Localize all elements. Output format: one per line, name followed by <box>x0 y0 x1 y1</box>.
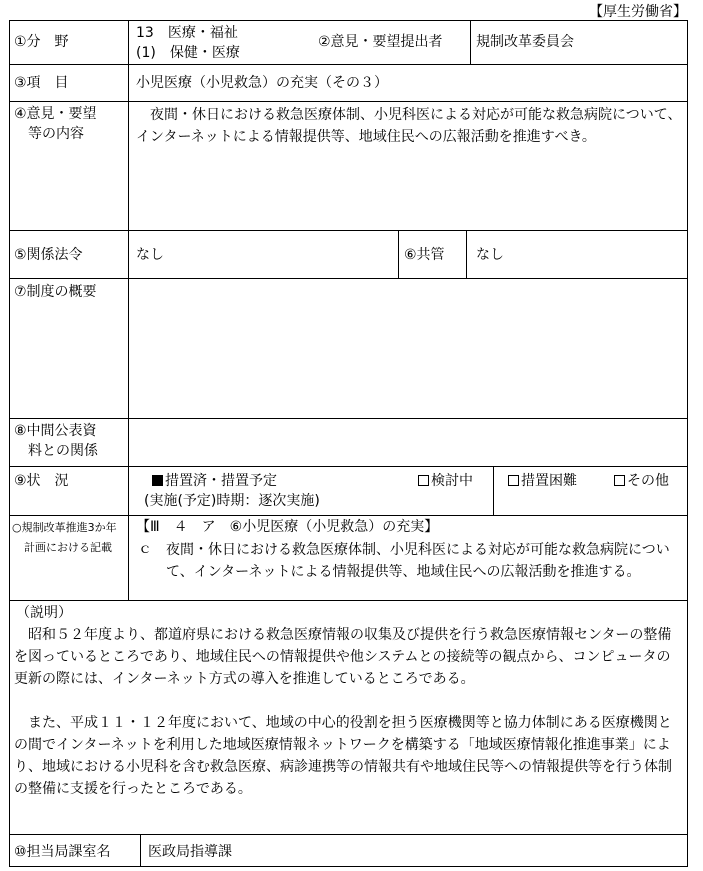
ministry-tag: 【厚生労働省】 <box>589 4 687 20</box>
interim-relation-label-line1: ⑧中間公表資 <box>14 423 97 439</box>
item-value: 小児医療（小児救急）の充実（その３） <box>136 75 388 91</box>
system-overview-label: ⑦制度の概要 <box>14 284 97 300</box>
explanation-paragraph-2: また、平成１１・１２年度において、地域の中心的役割を担う医療機関等と協力体制にある医療機関との間でインターネットを利用した地域医療情報ネットワークを構築する「地域医療情報化推進事業」により、地域における小児科を含む救急医療、病診連携等の情報共有や地域住民等への情報提供等を行う体制の整備に支援を行ったところである。 <box>14 715 672 797</box>
status-option-review: 検討中 <box>418 471 473 491</box>
department-label: ⑩担当局課室名 <box>14 844 111 860</box>
checkbox-empty-icon <box>614 475 625 486</box>
joint-jurisdiction-value: なし <box>476 247 504 263</box>
related-law-value: なし <box>136 247 164 263</box>
opinion-label-line1: ④意見・要望 <box>14 106 97 122</box>
opinion-text: 夜間・休日における救急医療体制、小児科医による対応が可能な救急病院について、インターネットによる情報提供等、地域住民への広報活動を推進すべき。 <box>136 107 682 145</box>
status-option-done: 措置済・措置予定 <box>152 471 277 491</box>
field-value-subcategory: (1) 保健・医療 <box>136 45 240 61</box>
status-label: ⑨状 況 <box>14 473 69 489</box>
field-label: ①分 野 <box>14 34 69 50</box>
department-value: 医政局指導課 <box>148 844 232 860</box>
checkbox-empty-icon <box>418 475 429 486</box>
field-value-category: 13 医療・福祉 <box>136 25 238 41</box>
status-option-other: その他 <box>614 471 669 491</box>
plan-heading: 【Ⅲ ４ ア ⑥小児医療（小児救急）の充実】 <box>136 519 439 535</box>
status-schedule: (実施(予定)時期：逐次実施) <box>144 493 320 509</box>
status-option-difficult: 措置困難 <box>508 471 577 491</box>
opinion-label-line2: 等の内容 <box>28 126 84 142</box>
checkbox-checked-icon <box>152 475 163 486</box>
plan-label-line2: 計画における記載 <box>24 541 112 554</box>
item-label: ③項 目 <box>14 75 69 91</box>
explanation-heading: （説明） <box>16 605 72 621</box>
submitter-value: 規制改革委員会 <box>476 34 574 50</box>
plan-label-line1: ○規制改革推進3か年 <box>12 521 117 534</box>
joint-jurisdiction-label: ⑥共管 <box>404 247 445 263</box>
interim-relation-label-line2: 料との関係 <box>28 443 98 459</box>
related-law-label: ⑤関係法令 <box>14 247 83 263</box>
submitter-label: ②意見・要望提出者 <box>318 34 443 50</box>
plan-item-marker: ｃ <box>138 541 152 557</box>
plan-item-text: 夜間・休日における救急医療体制、小児科医による対応が可能な救急病院について、インターネットによる情報提供等、地域住民への広報活動を推進する。 <box>166 542 670 580</box>
explanation-paragraph-1: 昭和５２年度より、都道府県における救急医療情報の収集及び提供を行う救急医療情報センターの整備を図っているところであり、地域住民への情報提供や他システムとの接続等の観点から、コンピュータの更新の際には、インターネット方式の導入を推進しているところである。 <box>14 627 672 687</box>
checkbox-empty-icon <box>508 475 519 486</box>
